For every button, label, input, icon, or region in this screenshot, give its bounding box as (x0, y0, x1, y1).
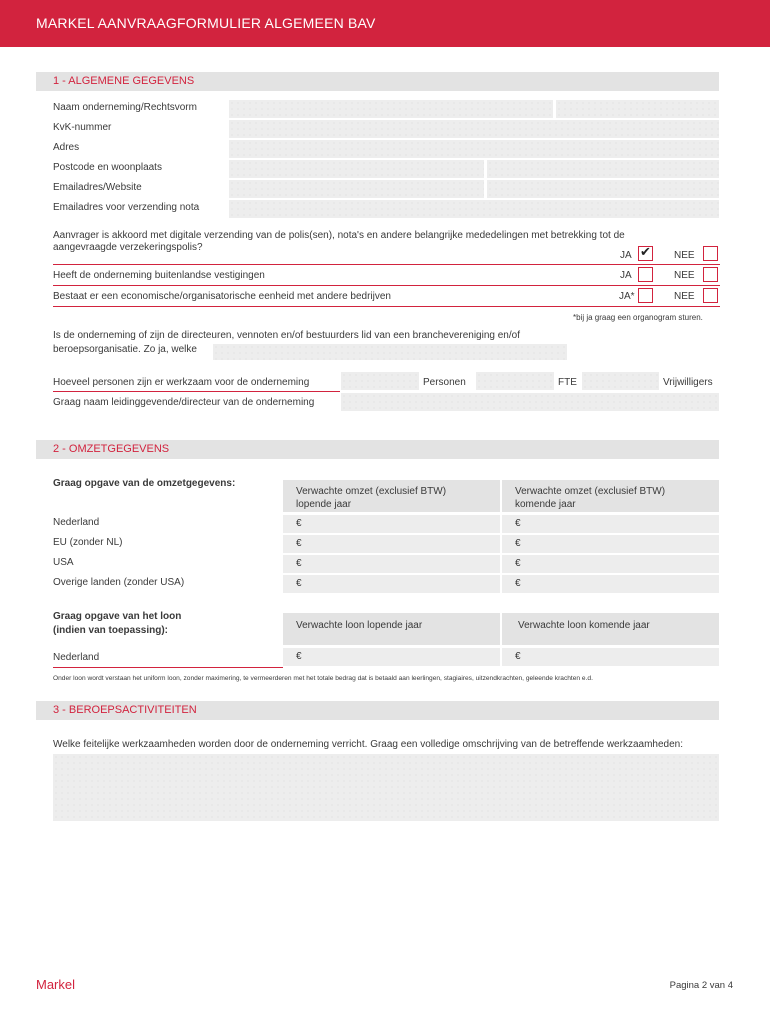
row-usa: USA (53, 557, 74, 568)
markel-logo: Markel (36, 977, 76, 992)
col-header-next-line2: komende jaar (515, 499, 576, 510)
section-3-title: 3 - BEROEPSACTIVITEITEN (53, 704, 197, 716)
col-header-current-line1: Verwachte omzet (exclusief BTW) (296, 486, 447, 497)
wage-nl-next-input[interactable]: € (502, 648, 719, 666)
section-1-title: 1 - ALGEMENE GEGEVENS (53, 75, 195, 87)
page-header (0, 0, 770, 47)
association-question-line1: Is de onderneming of zijn de directeuren, vennoten en/of bestuurders lid van een branchevereniging en/of (53, 330, 520, 341)
director-input[interactable] (341, 393, 719, 411)
fte-input[interactable] (476, 372, 554, 390)
col-header-next-line1: Verwachte omzet (exclusief BTW) (515, 486, 666, 497)
persons-label: Personen (423, 377, 466, 388)
turnover-usa-next-input[interactable]: € (502, 555, 719, 573)
website-input[interactable] (487, 180, 719, 198)
divider (53, 391, 340, 392)
check-mark-icon: ✔ (640, 244, 651, 259)
divider (53, 264, 720, 265)
label-company-name: Naam onderneming/Rechtsvorm (53, 102, 197, 113)
page-number: Pagina 2 van 4 (669, 980, 733, 991)
turnover-nl-next-input[interactable]: € (502, 515, 719, 533)
col-header-next-year (502, 480, 719, 512)
digital-ja-label: JA (620, 250, 632, 261)
digital-ja-checkbox[interactable] (638, 246, 653, 261)
section-2-header (36, 440, 719, 459)
persons-question: Hoeveel personen zijn er werkzaam voor de onderneming (53, 377, 310, 388)
wage-col-next-label: Verwachte loon komende jaar (518, 620, 650, 631)
city-input[interactable] (487, 160, 719, 178)
label-address: Adres (53, 142, 80, 153)
digital-question-line2: aangevraagde verzekeringspolis? (53, 242, 203, 253)
form-title: MARKEL AANVRAAGFORMULIER ALGEMEEN BAV (36, 15, 376, 31)
wage-nl-current-input[interactable]: € (283, 648, 500, 666)
divider (53, 667, 283, 668)
persons-input[interactable] (341, 372, 419, 390)
turnover-nl-current-input[interactable]: € (283, 515, 500, 533)
turnover-other-next-input[interactable]: € (502, 575, 719, 593)
label-kvk: KvK-nummer (53, 122, 112, 133)
wage-intro-line1: Graag opgave van het loon (53, 611, 182, 622)
turnover-other-current-input[interactable]: € (283, 575, 500, 593)
unit-ja-label: JA* (619, 291, 635, 302)
volunteers-input[interactable] (582, 372, 659, 390)
unit-ja-checkbox[interactable] (638, 288, 653, 303)
volunteers-label: Vrijwilligers (663, 377, 713, 388)
row-eu: EU (zonder NL) (53, 537, 123, 548)
fte-label: FTE (558, 377, 577, 388)
divider (53, 285, 720, 286)
company-name-input[interactable] (229, 100, 553, 118)
email-input[interactable] (229, 180, 484, 198)
unit-question: Bestaat er een economische/organisatorische eenheid met andere bedrijven (53, 291, 391, 302)
wage-col-header-next (502, 613, 719, 645)
turnover-eu-current-input[interactable]: € (283, 535, 500, 553)
address-input[interactable] (229, 140, 719, 158)
organogram-footnote: *bij ja graag een organogram sturen. (573, 313, 703, 322)
invoice-email-input[interactable] (229, 200, 719, 218)
turnover-usa-current-input[interactable]: € (283, 555, 500, 573)
section-2-title: 2 - OMZETGEGEVENS (53, 443, 170, 455)
label-email-website: Emailadres/Website (53, 182, 142, 193)
wage-note: Onder loon wordt verstaan het uniform loon, zonder maximering, te vermeerderen met het totale bedrag dat is betaald aan leerlingen, stagiaires, uitzendkrachten, geleende krachten e.d. (53, 675, 593, 682)
wage-col-header-current (283, 613, 500, 645)
digital-nee-label: NEE (674, 250, 695, 261)
association-input[interactable] (213, 344, 567, 360)
foreign-nee-label: NEE (674, 270, 695, 281)
turnover-intro: Graag opgave van de omzetgegevens: (53, 478, 236, 489)
kvk-number-input[interactable] (229, 120, 719, 138)
row-nederland: Nederland (53, 517, 100, 528)
col-header-current-line2: lopende jaar (296, 499, 352, 510)
col-header-current-year (283, 480, 500, 512)
activities-textarea[interactable] (53, 754, 719, 821)
label-postcode: Postcode en woonplaats (53, 162, 162, 173)
foreign-nee-checkbox[interactable] (703, 267, 718, 282)
foreign-ja-label: JA (620, 270, 632, 281)
foreign-question: Heeft de onderneming buitenlandse vestigingen (53, 270, 265, 281)
section-3-header (36, 701, 719, 720)
association-question-line2: beroepsorganisatie. Zo ja, welke (53, 344, 197, 355)
digital-nee-checkbox[interactable] (703, 246, 718, 261)
label-invoice-email: Emailadres voor verzending nota (53, 202, 200, 213)
divider (53, 306, 720, 307)
row-other-countries: Overige landen (zonder USA) (53, 577, 185, 588)
foreign-ja-checkbox[interactable] (638, 267, 653, 282)
director-question: Graag naam leidinggevende/directeur van de onderneming (53, 397, 315, 408)
unit-nee-label: NEE (674, 291, 695, 302)
wage-row-nederland: Nederland (53, 652, 100, 663)
digital-question-line1: Aanvrager is akkoord met digitale verzending van de polis(sen), nota's en andere belangrijke mededelingen met betrekking tot de (53, 230, 625, 241)
activities-question: Welke feitelijke werkzaamheden worden door de onderneming verricht. Graag een volledige omschrijving van de betreffende werkzaamheden: (53, 739, 683, 750)
turnover-eu-next-input[interactable]: € (502, 535, 719, 553)
postcode-input[interactable] (229, 160, 484, 178)
wage-col-current-label: Verwachte loon lopende jaar (296, 620, 423, 631)
unit-nee-checkbox[interactable] (703, 288, 718, 303)
section-1-header (36, 72, 719, 91)
wage-intro-line2: (indien van toepassing): (53, 625, 169, 636)
legal-form-input[interactable] (556, 100, 719, 118)
